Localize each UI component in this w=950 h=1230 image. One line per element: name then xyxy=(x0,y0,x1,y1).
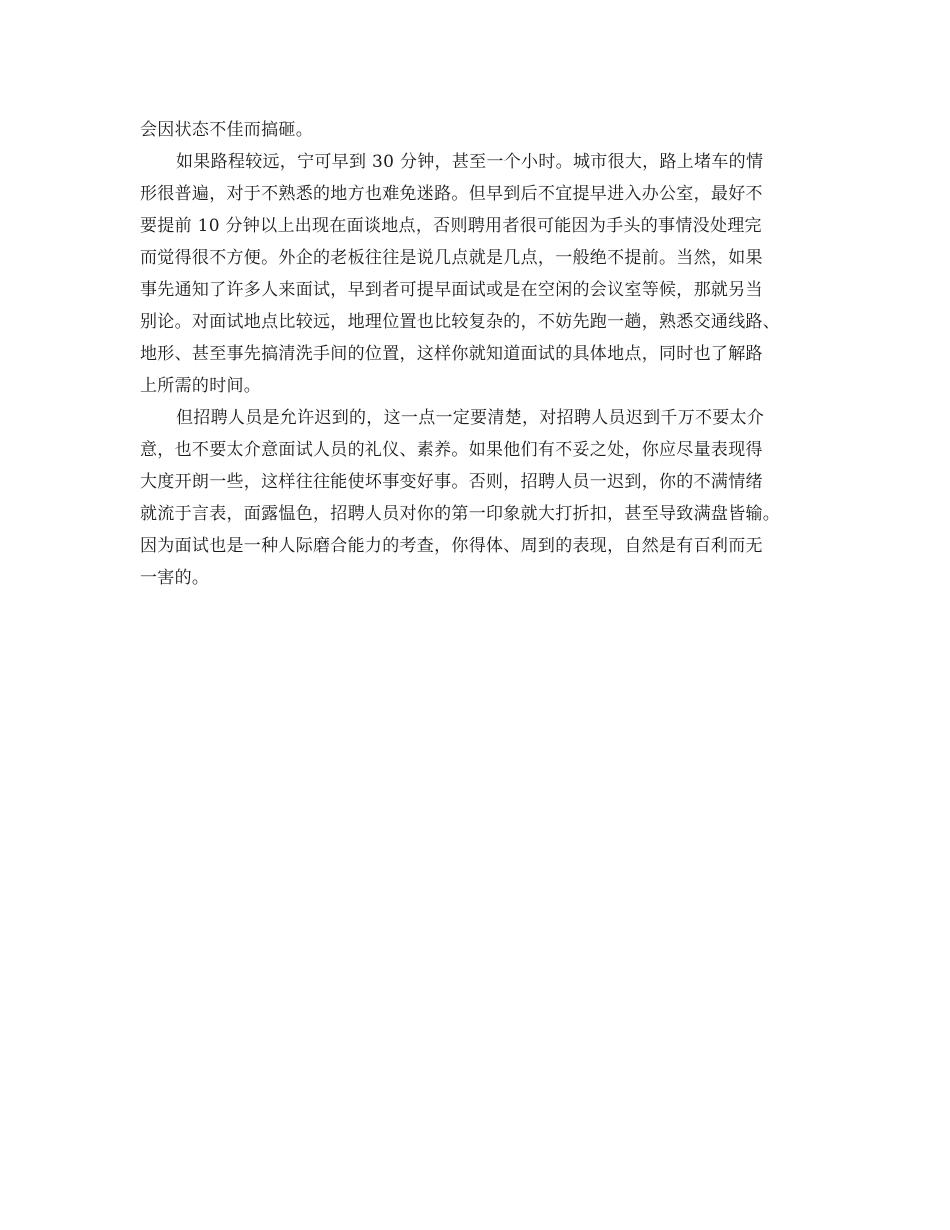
paragraph-3-line-4: 就流于言表，面露愠色，招聘人员对你的第一印象就大打折扣，甚至导致满盘皆输。 xyxy=(140,504,781,524)
paragraph-2-line-6: 别论。对面试地点比较远，地理位置也比较复杂的，不妨先跑一趟，熟悉交通线路、 xyxy=(140,312,781,332)
paragraph-3-line-6: 一害的。 xyxy=(140,568,210,588)
paragraph-3-line-1: 但招聘人员是允许迟到的，这一点一定要清楚，对招聘人员迟到千万不要太介 xyxy=(176,408,765,428)
paragraph-3-line-5: 因为面试也是一种人际磨合能力的考查，你得体、周到的表现，自然是有百利而无 xyxy=(140,536,763,556)
paragraph-2-line-2: 形很普遍，对于不熟悉的地方也难免迷路。但早到后不宜提早进入办公室，最好不 xyxy=(140,184,763,204)
paragraph-2-line-5: 事先通知了许多人来面试，早到者可提早面试或是在空闲的会议室等候，那就另当 xyxy=(140,280,763,300)
paragraph-3-line-3: 大度开朗一些，这样往往能使坏事变好事。否则，招聘人员一迟到，你的不满情绪 xyxy=(140,472,763,492)
paragraph-2-line-4: 而觉得很不方便。外企的老板往往是说几点就是几点，一般绝不提前。当然，如果 xyxy=(140,248,763,268)
paragraph-1-line-1: 会因状态不佳而搞砸。 xyxy=(140,120,313,140)
paragraph-3-line-2: 意，也不要太介意面试人员的礼仪、素养。如果他们有不妥之处，你应尽量表现得 xyxy=(140,440,763,460)
paragraph-2-line-7: 地形、甚至事先搞清洗手间的位置，这样你就知道面试的具体地点，同时也了解路 xyxy=(140,344,763,364)
body-text xyxy=(140,114,830,594)
paragraph-2-line-3: 要提前 10 分钟以上出现在面谈地点，否则聘用者很可能因为手头的事情没处理完 xyxy=(140,216,762,236)
paragraph-2-line-8: 上所需的时间。 xyxy=(140,376,262,396)
paragraph-2-line-1: 如果路程较远，宁可早到 30 分钟，甚至一个小时。城市很大，路上堵车的情 xyxy=(176,152,764,172)
